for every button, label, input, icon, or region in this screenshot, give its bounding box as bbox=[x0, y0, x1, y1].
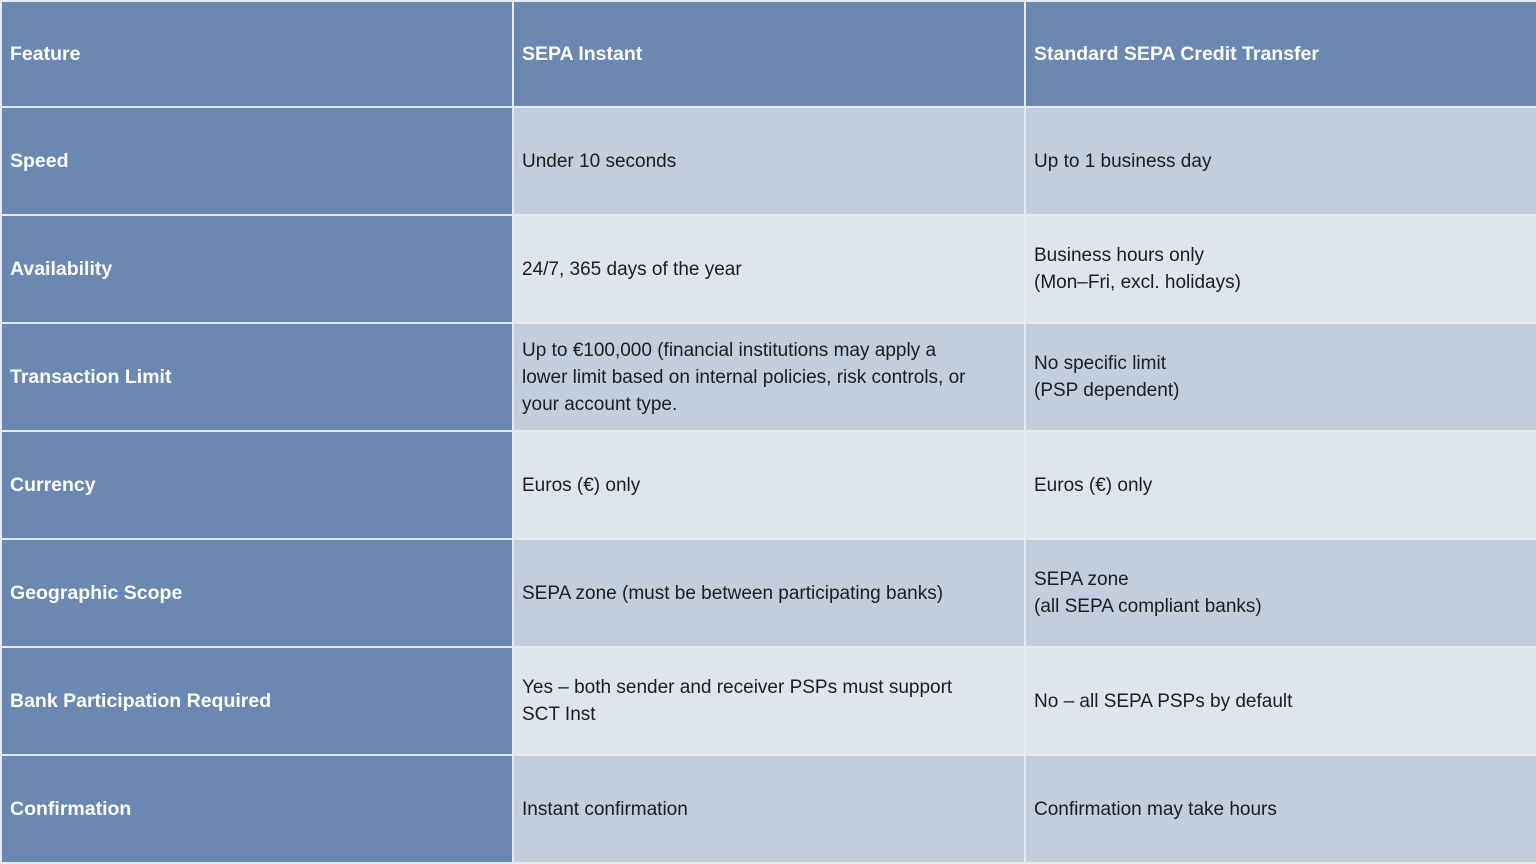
feature-cell: Transaction Limit bbox=[1, 323, 513, 431]
feature-cell: Geographic Scope bbox=[1, 539, 513, 647]
sepa-instant-cell: SEPA zone (must be between participating banks) bbox=[513, 539, 1025, 647]
standard-cell: SEPA zone (all SEPA compliant banks) bbox=[1025, 539, 1536, 647]
standard-cell: Euros (€) only bbox=[1025, 431, 1536, 539]
feature-cell: Confirmation bbox=[1, 755, 513, 863]
header-standard-sct: Standard SEPA Credit Transfer bbox=[1025, 1, 1536, 107]
table-row bbox=[1, 431, 1536, 539]
table-row bbox=[1, 107, 1536, 215]
sepa-instant-cell: Up to €100,000 (financial institutions may apply a lower limit based on internal policies, risk controls, or your account type. bbox=[513, 323, 1025, 431]
table-row bbox=[1, 647, 1536, 755]
standard-cell: No specific limit (PSP dependent) bbox=[1025, 323, 1536, 431]
standard-cell: Business hours only (Mon–Fri, excl. holidays) bbox=[1025, 215, 1536, 323]
sepa-instant-cell: Under 10 seconds bbox=[513, 107, 1025, 215]
feature-cell: Bank Participation Required bbox=[1, 647, 513, 755]
table-row bbox=[1, 539, 1536, 647]
header-sepa-instant: SEPA Instant bbox=[513, 1, 1025, 107]
table-row bbox=[1, 755, 1536, 863]
feature-cell: Speed bbox=[1, 107, 513, 215]
header-feature: Feature bbox=[1, 1, 513, 107]
sepa-instant-cell: Yes – both sender and receiver PSPs must support SCT Inst bbox=[513, 647, 1025, 755]
table-row bbox=[1, 323, 1536, 431]
sepa-instant-cell: Euros (€) only bbox=[513, 431, 1025, 539]
feature-cell: Availability bbox=[1, 215, 513, 323]
table-row bbox=[1, 215, 1536, 323]
header-row bbox=[1, 1, 1536, 107]
standard-cell: Up to 1 business day bbox=[1025, 107, 1536, 215]
sepa-instant-cell: Instant confirmation bbox=[513, 755, 1025, 863]
standard-cell: No – all SEPA PSPs by default bbox=[1025, 647, 1536, 755]
standard-cell: Confirmation may take hours bbox=[1025, 755, 1536, 863]
feature-cell: Currency bbox=[1, 431, 513, 539]
sepa-instant-cell: 24/7, 365 days of the year bbox=[513, 215, 1025, 323]
